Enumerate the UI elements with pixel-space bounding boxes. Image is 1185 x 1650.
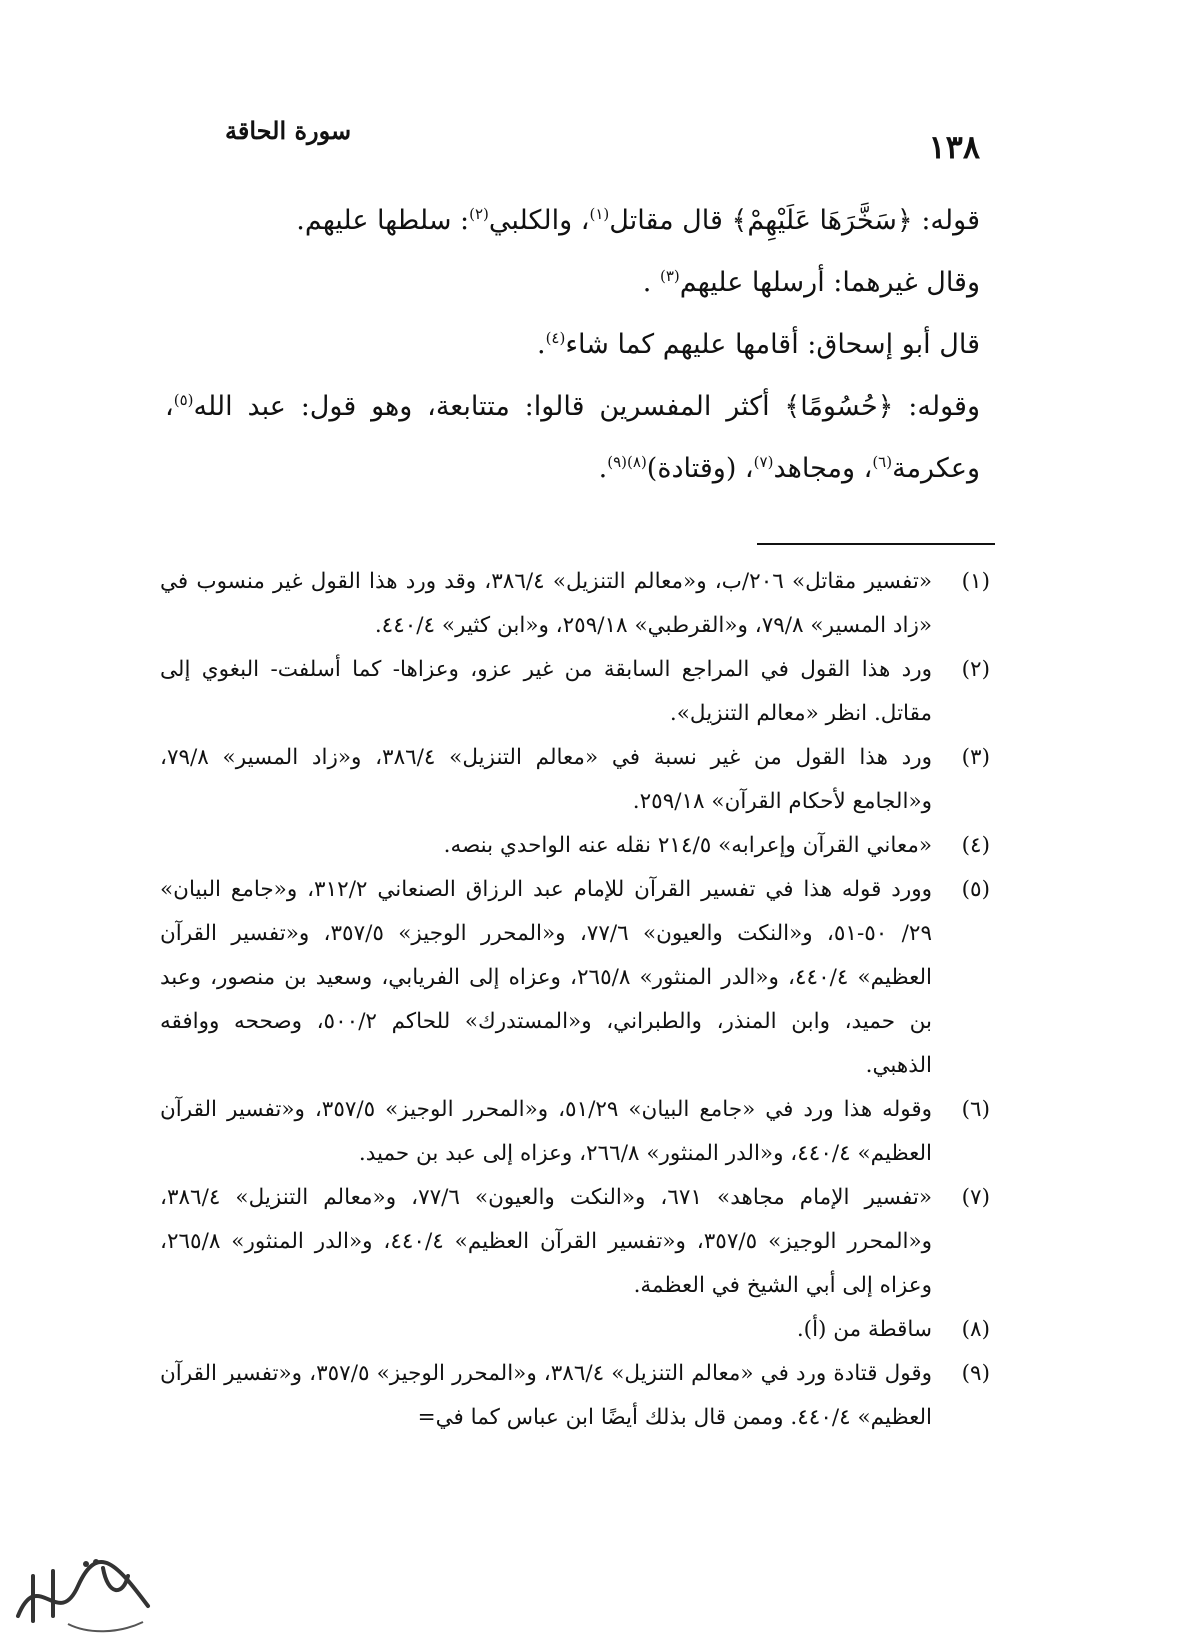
text-span: قال أبو إسحاق: أقامها عليهم كما شاء [565,329,980,360]
text-span: وقوله: [893,391,980,422]
footnote-number: (٧) [961,1185,990,1210]
footnote-text: «تفسير مقاتل» ٢٠٦/ب، و«معالم التنزيل» ٣٨٦/٤، وقد ورد هذا القول غير منسوب في «زاد المسير» ٧٩/٨، و«القرطبي» ٢٥٩/١٨، و«ابن كثير» ٤٤٠/٤. [160,569,932,638]
footnote-ref: (٨) [627,453,647,471]
text-span: قال مقاتل [609,205,732,236]
footnote [160,648,990,736]
footnote [160,1352,990,1440]
paragraph-2 [165,252,980,314]
footnote-text: ورد هذا القول من غير نسبة في «معالم التنزيل» ٣٨٦/٤، و«زاد المسير» ٧٩/٨، و«الجامع لأحكام القرآن» ٢٥٩/١٨. [160,745,932,814]
footnote-number: (٦) [961,1097,990,1122]
footnote-number: (٩) [961,1361,990,1386]
paragraph-4 [165,376,980,500]
text-span: أكثر المفسرين قالوا: متتابعة، وهو قول: عبد الله [193,391,785,422]
paragraph-1 [165,190,980,252]
footnote [160,560,990,648]
quran-verse: ﴿حُسُومًا﴾ [784,391,894,422]
footnote-text: وقوله هذا ورد في «جامع البيان» ٥١/٢٩، و«المحرر الوجيز» ٣٥٧/٥، و«تفسير القرآن العظيم» ٤٤٠/٤، و«الدر المنثور» ٢٦٦/٨، وعزاه إلى عبد بن حميد. [160,1097,933,1166]
footnote [160,824,990,868]
text-span: . [642,267,660,298]
footnote-ref: (٧) [753,453,774,471]
footnote-number: (٨) [961,1317,990,1342]
footnote [160,736,990,824]
text-span: . [536,329,546,360]
main-text [165,190,980,500]
surah-title: سورة الحاقة [225,116,352,145]
footnote [160,1308,990,1352]
footnote-ref: (٩) [607,453,628,471]
footnote [160,868,990,1088]
footnote [160,1176,990,1308]
text-span: قوله: [912,205,980,236]
text-span: . [598,453,608,484]
quran-verse: ﴿سَخَّرَهَا عَلَيْهِمْ﴾ [731,205,913,236]
footnote-ref: (٥) [173,391,194,409]
footnote-text: وقول قتادة ورد في «معالم التنزيل» ٣٨٦/٤، و«المحرر الوجيز» ٣٥٧/٥، و«تفسير القرآن العظيم» ٤٤٠/٤. وممن قال بذلك أيضًا ابن عباس كما في= [160,1361,932,1430]
footnote-divider [757,543,995,545]
text-span: ، ومجاهد [773,453,873,484]
footnote-ref: (١) [589,205,610,223]
footnote-text: «معاني القرآن وإعرابه» ٢١٤/٥ نقله عنه الواحدي بنصه. [443,833,932,858]
footnote-ref: (٤) [545,329,566,347]
footnote-text: ساقطة من (أ). [796,1317,932,1342]
footnote-text: وورد قوله هذا في تفسير القرآن للإمام عبد الرزاق الصنعاني ٣١٢/٢، و«جامع البيان» ٢٩/ ٥٠-٥١، و«النكت والعيون» ٧٧/٦، و«المحرر الوجيز» ٣٥٧/٥، و«تفسير القرآن العظيم» ٤٤٠/٤، و«الدر المنثور» ٢٦٥/٨، وعزاه إلى الفريابي، وسعيد بن منصور، وعبد بن حميد، وابن المنذر، والطبراني، و«المستدرك» للحاكم ٥٠٠/٢، وصححه ووافقه الذهبي. [160,877,933,1078]
footnote-number: (١) [961,569,990,594]
text-span: وقال غيرهما: أرسلها عليهم [679,267,980,298]
text-span: ، (وقتادة) [646,453,754,484]
footnote-number: (٣) [961,745,990,770]
page-number: ١٣٨ [928,128,980,166]
footnote-ref: (٦) [872,453,893,471]
page-header [225,108,980,168]
footnote-text: «تفسير الإمام مجاهد» ٦٧١، و«النكت والعيون» ٧٧/٦، و«معالم التنزيل» ٣٨٦/٤، و«المحرر الوجيز» ٣٥٧/٥، و«تفسير القرآن العظيم» ٤٤٠/٤، و«الدر المنثور» ٢٦٥/٨، وعزاه إلى أبي الشيخ في العظمة. [160,1185,933,1298]
text-span: : سلطها عليهم. [296,205,470,236]
text-span: ، والكلبي [488,205,590,236]
paragraph-3 [165,314,980,376]
footnote [160,1088,990,1176]
footnote-text: ورد هذا القول في المراجع السابقة من غير عزو، وعزاها- كما أسلفت- البغوي إلى مقاتل. انظر «معالم التنزيل». [160,657,932,726]
footnote-number: (٢) [961,657,990,682]
footnote-ref: (٣) [659,267,680,285]
footnote-number: (٥) [961,877,990,902]
publisher-logo [8,1546,158,1636]
calligraphy-logo-icon [8,1546,158,1636]
footnote-ref: (٢) [469,205,489,223]
text-span: ، وعكرمة [165,391,980,484]
footnotes [160,560,990,1440]
footnote-number: (٤) [961,833,990,858]
